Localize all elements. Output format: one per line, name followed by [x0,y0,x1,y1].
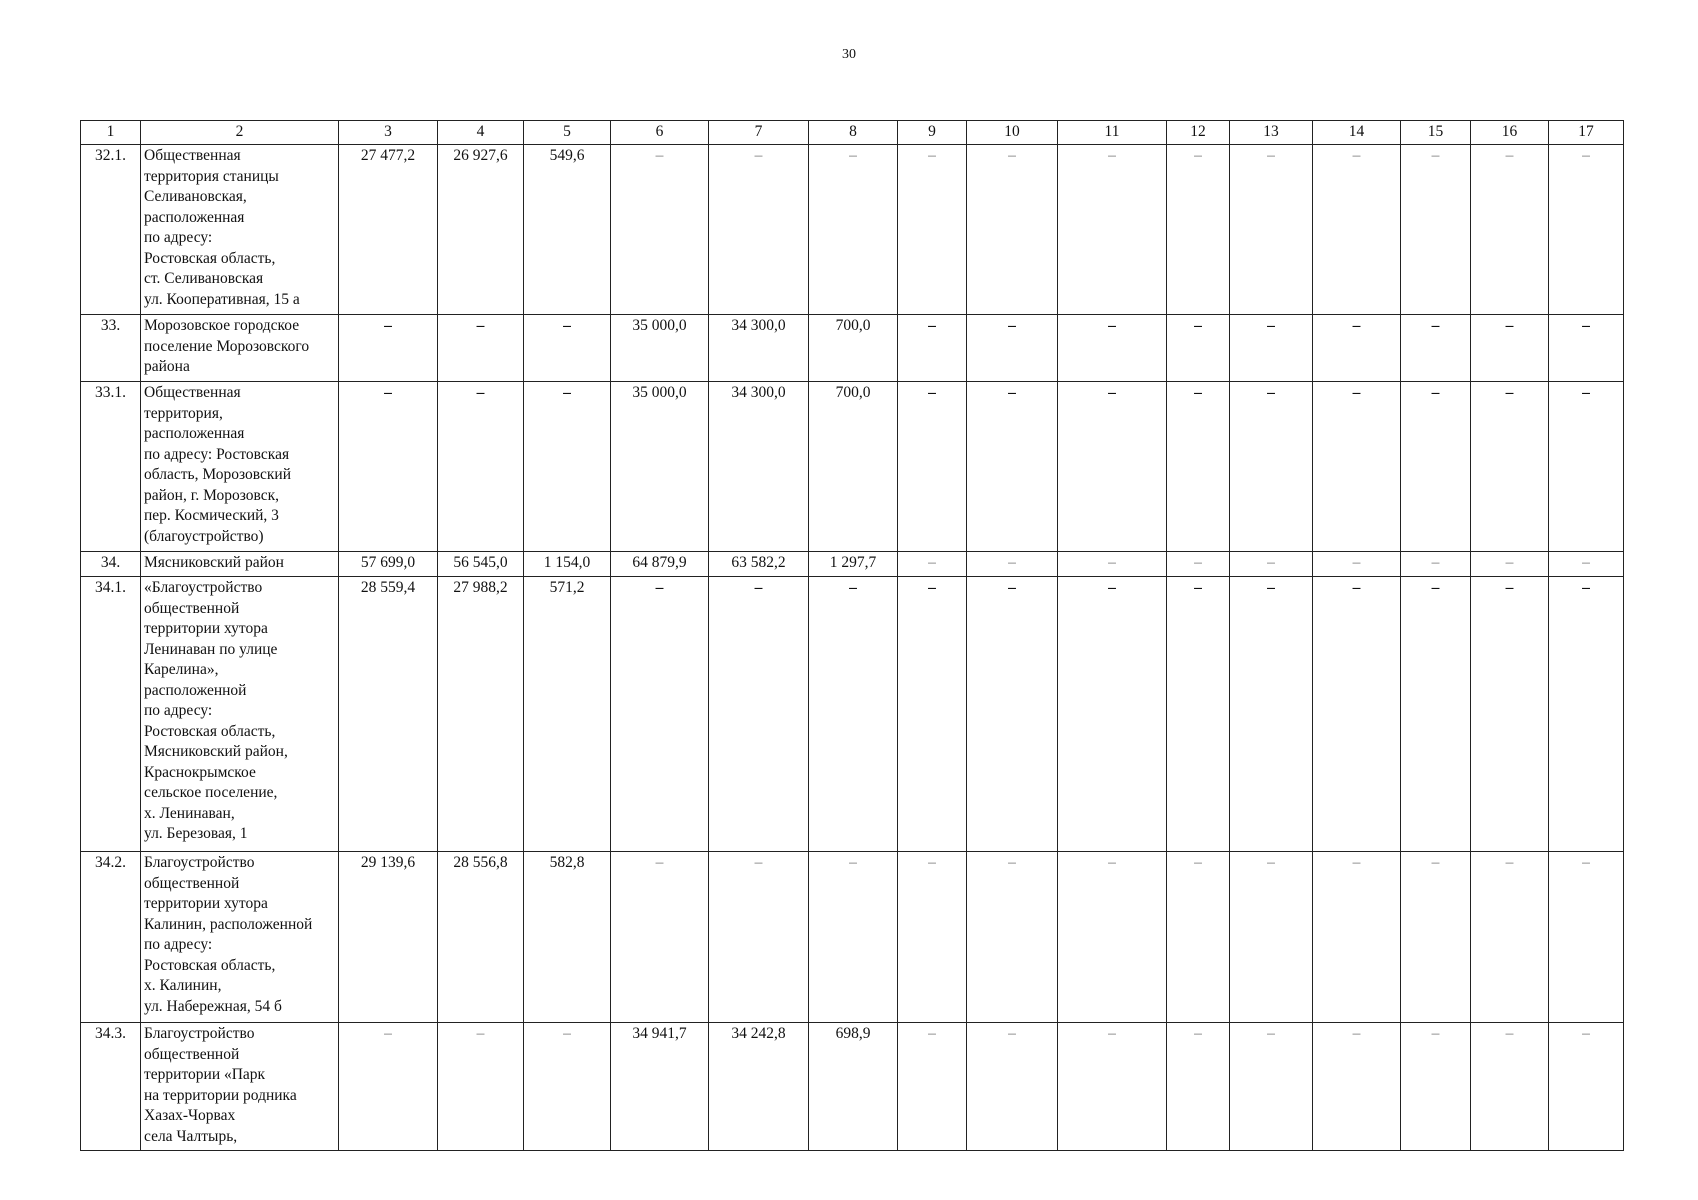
value-cell: 34 300,0 [709,315,809,382]
value-cell: – [1549,552,1624,577]
value-cell: 549,6 [524,145,611,315]
row-number: 33.1. [81,382,141,552]
value-cell: – [1230,382,1313,552]
value-cell: 34 242,8 [709,1023,809,1151]
value-cell: – [1058,852,1167,1023]
value-cell: – [967,145,1058,315]
value-cell: – [898,145,967,315]
table-row [81,315,1624,382]
value-cell: – [1230,552,1313,577]
value-cell: – [1471,552,1549,577]
value-cell: – [898,852,967,1023]
value-cell: – [1167,145,1230,315]
value-cell: – [1549,852,1624,1023]
value-cell: – [709,852,809,1023]
value-cell: – [1471,1023,1549,1151]
value-cell: – [611,577,709,852]
value-cell: – [1167,577,1230,852]
value-cell: – [709,577,809,852]
value-cell: 27 988,2 [438,577,524,852]
column-header: 4 [438,121,524,145]
column-header: 14 [1313,121,1401,145]
value-cell: – [1230,145,1313,315]
column-header: 7 [709,121,809,145]
value-cell: – [1058,315,1167,382]
value-cell: – [1401,145,1471,315]
row-number: 34.1. [81,577,141,852]
value-cell: – [1313,577,1401,852]
column-header: 8 [809,121,898,145]
value-cell: – [524,382,611,552]
value-cell: 1 297,7 [809,552,898,577]
value-cell: – [611,145,709,315]
value-cell: – [611,852,709,1023]
row-number: 33. [81,315,141,382]
value-cell: – [1167,552,1230,577]
column-header: 6 [611,121,709,145]
value-cell: 29 139,6 [339,852,438,1023]
value-cell: 34 941,7 [611,1023,709,1151]
value-cell: – [1471,577,1549,852]
value-cell: – [1230,577,1313,852]
column-header: 1 [81,121,141,145]
value-cell: – [709,145,809,315]
value-cell: – [1230,852,1313,1023]
row-number: 34.3. [81,1023,141,1151]
value-cell: – [1167,315,1230,382]
value-cell: 56 545,0 [438,552,524,577]
value-cell: – [1058,145,1167,315]
value-cell: – [967,1023,1058,1151]
value-cell: – [1058,1023,1167,1151]
value-cell: – [898,552,967,577]
table-row [81,852,1624,1023]
table-row [81,552,1624,577]
column-header: 9 [898,121,967,145]
value-cell: – [524,315,611,382]
column-header: 16 [1471,121,1549,145]
value-cell: – [1167,852,1230,1023]
value-cell: 64 879,9 [611,552,709,577]
value-cell: – [1167,1023,1230,1151]
row-number: 34.2. [81,852,141,1023]
value-cell: 57 699,0 [339,552,438,577]
value-cell: – [1401,1023,1471,1151]
table-row [81,1023,1624,1151]
value-cell: 700,0 [809,315,898,382]
value-cell: – [967,552,1058,577]
row-name: Общественная территория, расположенная по адресу: Ростовская область, Морозовский район, г. Морозовск, пер. Космический, 3 (благоустройство) [141,382,339,552]
value-cell: – [1401,315,1471,382]
value-cell: – [809,145,898,315]
value-cell: 63 582,2 [709,552,809,577]
value-cell: – [339,315,438,382]
column-header: 17 [1549,121,1624,145]
value-cell: – [438,1023,524,1151]
value-cell: 26 927,6 [438,145,524,315]
value-cell: – [1313,1023,1401,1151]
value-cell: – [1058,552,1167,577]
column-header: 3 [339,121,438,145]
value-cell: – [1167,382,1230,552]
table-row [81,145,1624,315]
value-cell: 1 154,0 [524,552,611,577]
value-cell: 27 477,2 [339,145,438,315]
value-cell: – [1471,145,1549,315]
value-cell: 698,9 [809,1023,898,1151]
column-header: 11 [1058,121,1167,145]
value-cell: 571,2 [524,577,611,852]
row-name: Общественная территория станицы Селивановская, расположенная по адресу: Ростовская область, ст. Селивановская ул. Кооперативная, 15 а [141,145,339,315]
value-cell: – [1230,315,1313,382]
value-cell: – [1313,382,1401,552]
row-name: Благоустройство общественной территории хутора Калинин, расположенной по адресу: Ростовская область, х. Калинин, ул. Набережная, 54 б [141,852,339,1023]
value-cell: – [898,315,967,382]
page-number: 30 [842,47,856,62]
value-cell: 28 556,8 [438,852,524,1023]
value-cell: – [1471,382,1549,552]
value-cell: – [1313,315,1401,382]
row-number: 34. [81,552,141,577]
value-cell: – [1058,382,1167,552]
value-cell: – [898,577,967,852]
value-cell: 35 000,0 [611,382,709,552]
table-row [81,382,1624,552]
value-cell: – [1549,145,1624,315]
value-cell: – [438,382,524,552]
value-cell: – [1401,852,1471,1023]
table-row [81,577,1624,852]
column-header: 2 [141,121,339,145]
value-cell: – [967,382,1058,552]
value-cell: – [1471,852,1549,1023]
row-name: Благоустройство общественной территории «Парк на территории родника Хазах-Чорвах села Чалтырь, [141,1023,339,1151]
value-cell: 700,0 [809,382,898,552]
row-name: Морозовское городское поселение Морозовского района [141,315,339,382]
value-cell: – [809,852,898,1023]
value-cell: – [898,382,967,552]
value-cell: – [1058,577,1167,852]
value-cell: – [1471,315,1549,382]
value-cell: – [967,852,1058,1023]
column-header: 12 [1167,121,1230,145]
value-cell: – [1549,1023,1624,1151]
value-cell: – [1549,382,1624,552]
value-cell: 28 559,4 [339,577,438,852]
value-cell: – [1313,852,1401,1023]
value-cell: – [967,577,1058,852]
value-cell: – [1401,577,1471,852]
column-header: 13 [1230,121,1313,145]
value-cell: – [1313,552,1401,577]
value-cell: – [438,315,524,382]
column-header: 5 [524,121,611,145]
value-cell: 35 000,0 [611,315,709,382]
value-cell: – [1401,552,1471,577]
value-cell: 582,8 [524,852,611,1023]
value-cell: – [339,382,438,552]
column-header: 10 [967,121,1058,145]
value-cell: – [967,315,1058,382]
row-name: Мясниковский район [141,552,339,577]
header-row [81,121,1624,145]
budget-table [80,120,1624,1151]
value-cell: – [524,1023,611,1151]
row-number: 32.1. [81,145,141,315]
value-cell: – [1401,382,1471,552]
value-cell: – [1549,577,1624,852]
value-cell: – [1549,315,1624,382]
row-name: «Благоустройство общественной территории хутора Ленинаван по улице Карелина», расположенной по адресу: Ростовская область, Мясниковский район, Краснокрымское сельское поселение, х. Ленинаван, ул. Березовая, 1 [141,577,339,852]
column-header: 15 [1401,121,1471,145]
value-cell: – [339,1023,438,1151]
value-cell: – [809,577,898,852]
value-cell: – [898,1023,967,1151]
value-cell: – [1313,145,1401,315]
value-cell: 34 300,0 [709,382,809,552]
value-cell: – [1230,1023,1313,1151]
